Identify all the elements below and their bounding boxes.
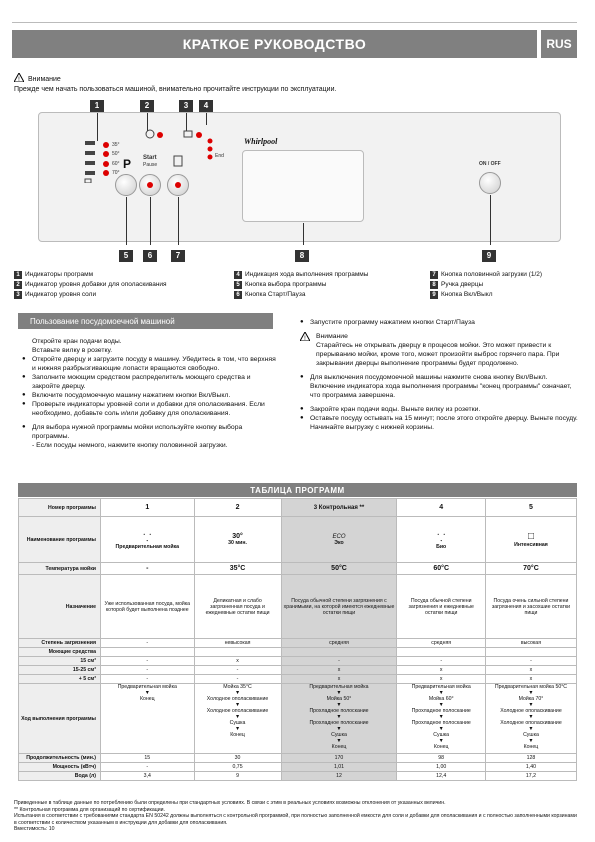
legend-col-1: 1 Индикаторы программ 2 Индикатор уровня добавки для ополаскивания 3 Индикатор уровня соли [14,270,167,300]
eco-icon: ECO [332,533,346,540]
page-title: КРАТКОЕ РУКОВОДСТВО [12,30,537,58]
on-off-label: ON / OFF [479,161,501,167]
legend-item: Индикатор уровня соли [25,291,97,298]
icon-30: 30° [232,533,243,540]
on-off-knob[interactable] [479,172,501,194]
footnotes: Приведенные в таблице данные по потреблению были определены при стандартных условиях. В связи с этим в реальных условиях возможны отклонения от указанных величин. ** Контрольная программа для организаций по сертификации. Испытания в соответствии с требованиями стандарта EN 50242 должны выполняться с контрольной программой, при полностью заполненной емкости для соли и добавки для ополаскивания и с полностью заполненными корзинами в соответствии с количеством указанным в инструкции для добавки для ополаскивания. Вместимость: 10 [14,800,577,832]
legend-col-3: 7 Кнопка половинной загрузки (1/2) 8 Ручка дверцы 9 Кнопка Вкл/Выкл [430,270,542,300]
legend-item: Кнопка Вкл/Выкл [441,291,493,298]
rinse-aid-icon [145,129,155,139]
top-rule [12,22,577,23]
program-knob[interactable] [115,174,137,196]
temp-60: 60° [112,161,120,167]
legend-item: Кнопка половинной загрузки (1/2) [441,271,543,278]
callout-9: 9 [482,250,496,262]
svg-text:!: ! [304,336,306,341]
programs-table: Номер программы 1 2 3 Контрольная ** 4 5 Наименование программы ⸪ Предварительная мойка 30° 30 мин. ECO Эко ⸪ Био □ Интенсивная Температура мойки - 35°C 50°C 60°C 70°C Назначение Уже использованная посуда, мойка которой будет выполнена позднее Деликатная и слабо загрязненная посуда и ежедневные остатки пищи Посуда обычной степени загрязнения с хранимыми, на которой имеются ежедневные остатки пищи Посуда обычной степени загрязнения и ежедневные остатки пищи Посуда очень сильной степени загрязнения и засохшие остатки пищи Степень загрязнения - невысокая средняя средняя высокая Моющие средства 15 см³ - x - - - 15-25 см³ - - x x x + 5 см³ - - x x x Ход выполнения программы Предварительная мойка ▼ Конец Мойка 35°C ▼ Холодное ополаскивание ▼ Холодное ополаскивание ▼ Сушка ▼ Конец Предварительная мойка ▼ Мойка 50° ▼ Прохладное полоскание ▼ Прохладное полоскание ▼ Сушка ▼ Конец Предварительная мойка ▼ Мойка 60° ▼ Прохладное полоскание ▼ Прохладное полоскание ▼ Сушка ▼ Конец Предварительная мойка 50°C ▼ Мойка 70° ▼ Холодное ополаскивание ▼ Холодное ополаскивание ▼ Сушка ▼ Конец Продолжительность (мин.) 15 30 170 98 128 Мощность (кВтч) - 0,75 1,01 1,00 1,40 Вода (л) 3,4 9 12 12,4 17,2 [18,498,577,781]
pause-label: Pause [143,162,158,168]
callout-2: 2 [140,100,154,112]
half-load-icon [173,155,183,167]
callout-6: 6 [143,250,157,262]
start-pause-knob[interactable] [139,174,161,196]
callout-3: 3 [179,100,193,112]
legend-item: Индикаторы программ [25,271,94,278]
temp-35: 35° [112,142,120,148]
half-load-knob[interactable] [167,174,189,196]
callout-8: 8 [295,250,309,262]
legend-item: Индикатор уровня добавки для ополаскивания [25,281,167,288]
temp-50: 50° [112,151,120,157]
warning-block [14,73,336,95]
warning-text: Прежде чем начать пользоваться машиной, внимательно прочитайте инструкции по эксплуатации. [14,86,337,93]
start-label: Start [143,155,157,161]
programs-table-title: ТАБЛИЦА ПРОГРАММ [18,483,577,497]
program-button-label: P [123,157,132,171]
callout-7: 7 [171,250,185,262]
usage-left: Откройте кран подачи воды. Вставьте вилку в розетку. ● Откройте дверцу и загрузите посуду в машину. Убедитесь в том, что верхняя и нижняя разбрызгивающие лопасти вращаются свободно. ● Заполните моющим средством распределитель моющего средства и закройте дверцу. ● Включите посудомоечную машину нажатием кнопки Вкл/Выкл. ● Проверьте индикаторы уровней соли и добавки для ополаскивания. Если необходимо, добавьте соль и/или добавку для ополаскивания. ● Для выбора нужной программы мойки используйте кнопку выбора программы. - Если посуды немного, нажмите кнопку половинной загрузки. [22,337,277,450]
legend-item: Ручка дверцы [441,281,484,288]
legend-item: Кнопка выбора программы [245,281,327,288]
legend-item: Кнопка Старт/Пауза [245,291,306,298]
language-badge: RUS [541,30,577,58]
usage-right: ● Запустите программу нажатием кнопки Старт/Пауза ! Внимание Старайтесь не открывать дверцу в процесов мойки. Это может привести к прерыванию мойки, кроме того, может произойти выброс горячего пара. При закрывании дверцы выполнение программы будет продолжено. ● Для выключения посудомоечной машины нажмите снова кнопку Вкл/Выкл. Включение индикатора хода выполнения программы "конец программы" означает, что программа завершена. ● Закройте кран подачи воды. Выньте вилку из розетки. ● Оставьте посуду остывать на 15 минут; после этого откройте дверцу. Выньте посуду. Начинайте выгрузку с нижней корзины. [300,318,578,432]
callout-4: 4 [199,100,213,112]
legend-item: Индикация хода выполнения программы [245,271,369,278]
salt-icon [183,129,193,139]
end-label: End [215,153,224,159]
progress-leds [205,137,215,167]
callout-1: 1 [90,100,104,112]
callout-5: 5 [119,250,133,262]
door-handle [242,150,364,222]
warning-icon [14,73,24,82]
warning-title: Внимание [28,76,61,83]
usage-title: Пользование посудомоечной машиной [18,313,273,329]
legend-col-2: 4 Индикация хода выполнения программы 5 Кнопка выбора программы 6 Кнопка Старт/Пауза [234,270,368,300]
temp-70: 70° [112,170,120,176]
program-icons [83,139,103,183]
brand-logo: Whirlpool [244,137,278,146]
caution-icon [300,332,310,341]
svg-text:!: ! [18,77,20,82]
